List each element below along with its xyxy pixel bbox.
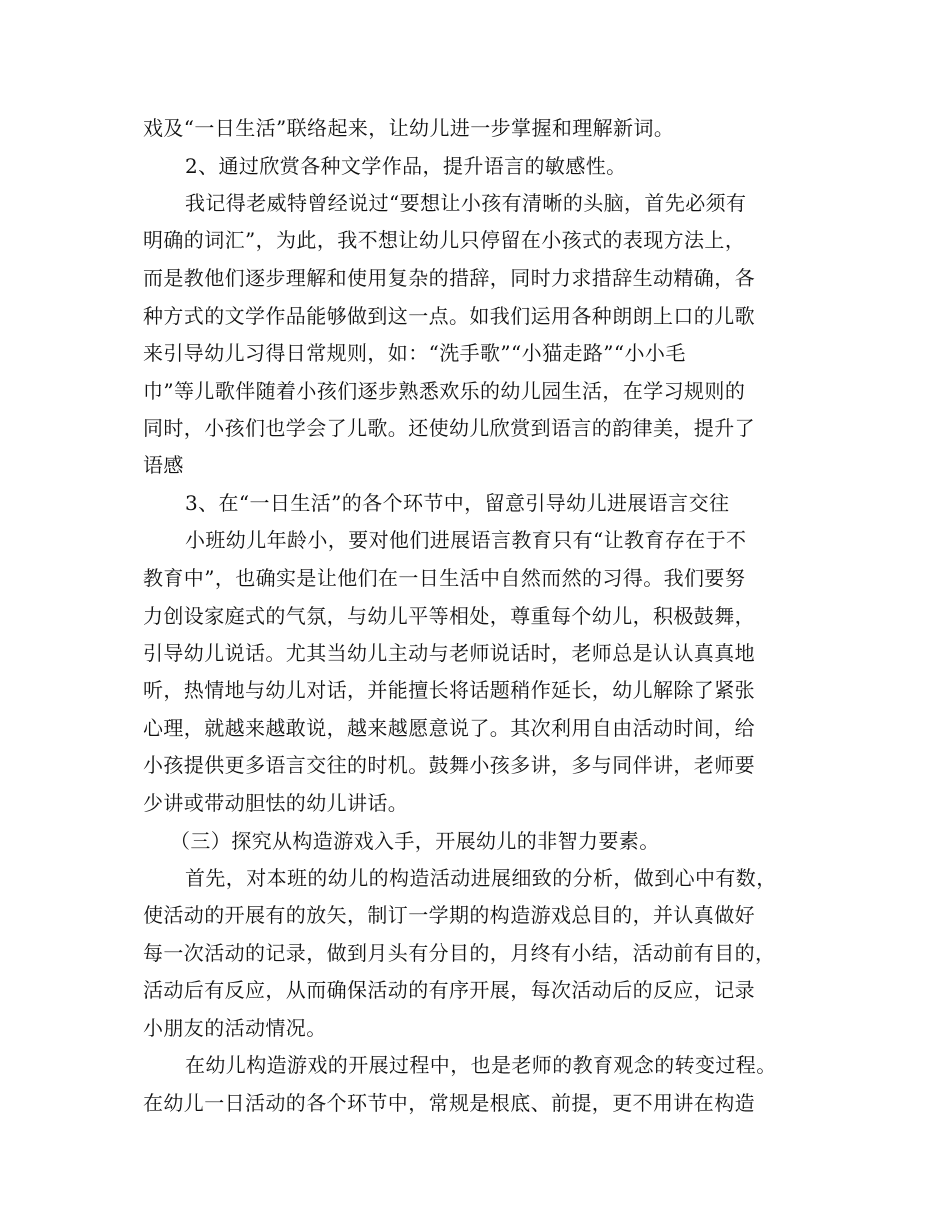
text-line: 少讲或带动胆怯的幼儿讲话。 [143, 791, 409, 815]
text-line: 种方式的文学作品能够做到这一点。如我们运用各种朗朗上口的儿歌 [143, 304, 755, 328]
text-line: 在幼儿构造游戏的开展过程中，也是老师的教育观念的转变过程。 [185, 1053, 777, 1077]
text-line: 而是教他们逐步理解和使用复杂的措辞，同时力求措辞生动精确，各 [143, 266, 755, 290]
text-line: 首先，对本班的幼儿的构造活动进展细致的分析，做到心中有数， [185, 866, 777, 890]
text-line: 我记得老威特曾经说过“要想让小孩有清晰的头脑，首先必须有 [185, 191, 747, 215]
text-line: 教育中”，也确实是让他们在一日生活中自然而然的习得。我们要努 [143, 566, 746, 590]
text-line: 心理，就越来越敢说，越来越愿意说了。其次利用自由活动时间，给 [143, 716, 755, 740]
section-heading: （三）探究从构造游戏入手，开展幼儿的非智力要素。 [170, 829, 660, 853]
text-line: 听，热情地与幼儿对话，并能擅长将话题稍作延长，幼儿解除了紧张 [143, 678, 755, 702]
text-line: 每一次活动的记录，做到月头有分目的，月终有小结，活动前有目的， [143, 941, 776, 965]
text-line: 引导幼儿说话。尤其当幼儿主动与老师说话时，老师总是认认真真地 [143, 641, 755, 665]
text-line: 小朋友的活动情况。 [143, 1016, 327, 1040]
text-line: 来引导幼儿习得日常规则，如：“洗手歌”“小猫走路”“小小毛 [143, 341, 686, 365]
text-line: 使活动的开展有的放矢，制订一学期的构造游戏总目的，并认真做好 [143, 903, 755, 927]
text-line: 巾”等儿歌伴随着小孩们逐步熟悉欢乐的幼儿园生活，在学习规则的 [143, 379, 746, 403]
text-line: 力创设家庭式的气氛，与幼儿平等相处，尊重每个幼儿，积极鼓舞， [143, 604, 755, 628]
text-line: 小班幼儿年龄小，要对他们进展语言教育只有“让教育存在于不 [185, 528, 747, 552]
text-line: 活动后有反应，从而确保活动的有序开展，每次活动后的反应，记录 [143, 978, 755, 1002]
text-line: 小孩提供更多语言交往的时机。鼓舞小孩多讲，多与同伴讲，老师要 [143, 753, 755, 777]
text-line: 同时，小孩们也学会了儿歌。还使幼儿欣赏到语言的韵律美，提升了 [143, 416, 755, 440]
section-heading: 2、通过欣赏各种文学作品，提升语言的敏感性。 [185, 154, 627, 178]
text-line: 语感 [143, 453, 184, 477]
text-line: 在幼儿一日活动的各个环节中，常规是根底、前提，更不用讲在构造 [143, 1091, 755, 1115]
text-line: 戏及“一日生活”联络起来，让幼儿进一步掌握和理解新词。 [143, 116, 675, 140]
text-line: 明确的词汇”，为此，我不想让幼儿只停留在小孩式的表现方法上， [143, 228, 746, 252]
section-heading: 3、在“一日生活”的各个环节中，留意引导幼儿进展语言交往 [185, 491, 730, 515]
